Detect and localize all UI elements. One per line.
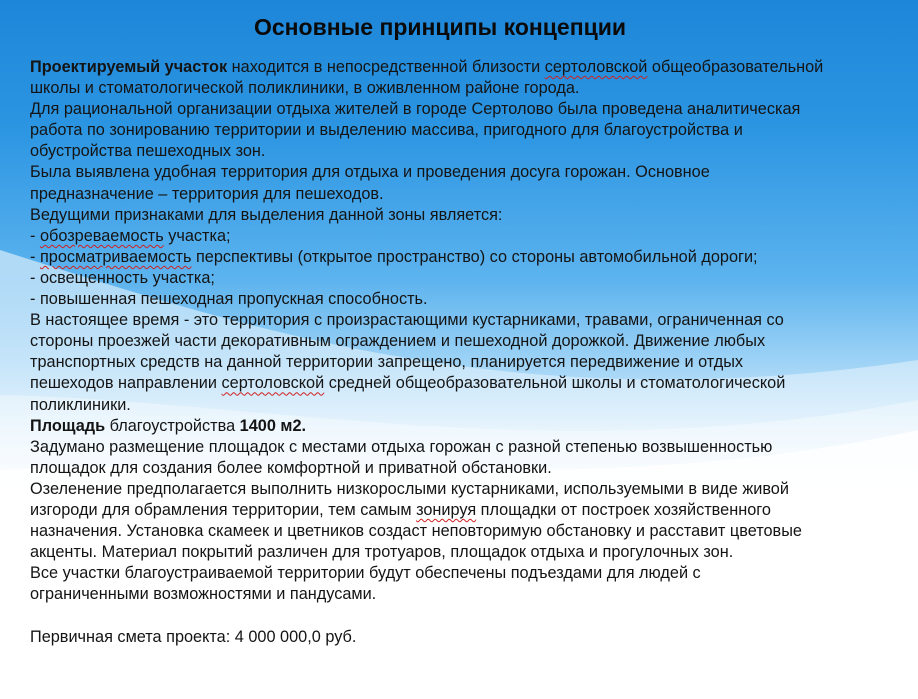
paragraph-current-line: В настоящее время - это территория с произрастающими кустарниками, травами, ограниченная со xyxy=(30,311,784,330)
misspelled-word: сертоловской xyxy=(221,374,325,393)
list-item: - освещенность участка; xyxy=(30,268,215,287)
paragraph-site-line-1: Проектируемый участок находится в непосредственной близости сертоловской общеобразовательной xyxy=(30,58,824,76)
paragraph-current-line: стороны проезжей части декоративным ограждением и пешеходной дорожкой. Движение любых xyxy=(30,332,766,351)
paragraph-greenery-line: изгороди для обрамления территории, тем самым зонируя площадки от построек хозяйственного xyxy=(30,500,771,519)
paragraph-current-line: пешеходов направлении сертоловской средней общеобразовательной школы и стоматологической xyxy=(30,374,786,393)
blank-line xyxy=(30,605,900,626)
paragraph-current-line: поликлиники. xyxy=(30,395,131,414)
paragraph-greenery-line: назначения. Установка скамеек и цветников создаст неповторимую обстановку и расставит цветовые xyxy=(30,522,802,541)
paragraph-access-line: Все участки благоустраиваемой территории будут обеспечены подъездами для людей с xyxy=(30,564,701,583)
body-text xyxy=(30,57,900,648)
slide-title: Основные принципы концепции xyxy=(253,14,627,40)
paragraph-territory-line: Была выявлена удобная территория для отдыха и проведения досуга горожан. Основное xyxy=(30,163,710,182)
estimate-line: Первичная смета проекта: 4 000 000,0 руб. xyxy=(30,627,357,646)
paragraph-analysis-line: работа по зонированию территории и выделению массива, пригодного для благоустройства и xyxy=(30,121,743,140)
paragraph-access-line: ограниченными возможностями и пандусами. xyxy=(30,585,377,604)
area-line: Площадь благоустройства 1400 м2. xyxy=(30,416,307,435)
paragraph-analysis-line: обустройства пешеходных зон. xyxy=(30,142,266,161)
paragraph-territory-line: Ведущими признаками для выделения данной зоны является: xyxy=(30,205,503,224)
paragraph-greenery-line: Озеленение предполагается выполнить низкорослыми кустарниками, используемыми в виде живой xyxy=(30,479,789,498)
paragraph-territory-line: предназначение – территория для пешеходов. xyxy=(30,184,384,203)
area-label: Площадь xyxy=(30,416,106,435)
paragraph-greenery-line: акценты. Материал покрытий различен для тротуаров, площадок отдыха и прогулочных зон. xyxy=(30,543,734,562)
area-value: 1400 м2. xyxy=(239,416,307,435)
list-item: - повышенная пешеходная пропускная способность. xyxy=(30,290,428,309)
list-item: - просматриваемость перспективы (открытое пространство) со стороны автомобильной дороги; xyxy=(30,247,758,266)
misspelled-word: сертоловской xyxy=(544,58,648,76)
paragraph-site-line-2: школы и стоматологической поликлиники, в оживленном районе города. xyxy=(30,79,580,98)
misspelled-word: просматриваемость xyxy=(39,247,192,266)
misspelled-word: зонируя xyxy=(416,500,477,519)
list-item: - обозреваемость участка; xyxy=(30,226,231,245)
paragraph-current-line: транспортных средств на данной территории запрещено, планируется передвижение и отдых xyxy=(30,353,744,372)
site-label: Проектируемый участок xyxy=(30,58,228,76)
paragraph-platforms-line: площадок для создания более комфортной и приватной обстановки. xyxy=(30,458,552,477)
paragraph-platforms-line: Задумано размещение площадок с местами отдыха горожан с разной степенью возвышенностью xyxy=(30,437,773,456)
paragraph-analysis-line: Для рациональной организации отдыха жителей в городе Сертолово была проведена аналитическая xyxy=(30,100,801,119)
misspelled-word: обозреваемость xyxy=(39,226,164,245)
